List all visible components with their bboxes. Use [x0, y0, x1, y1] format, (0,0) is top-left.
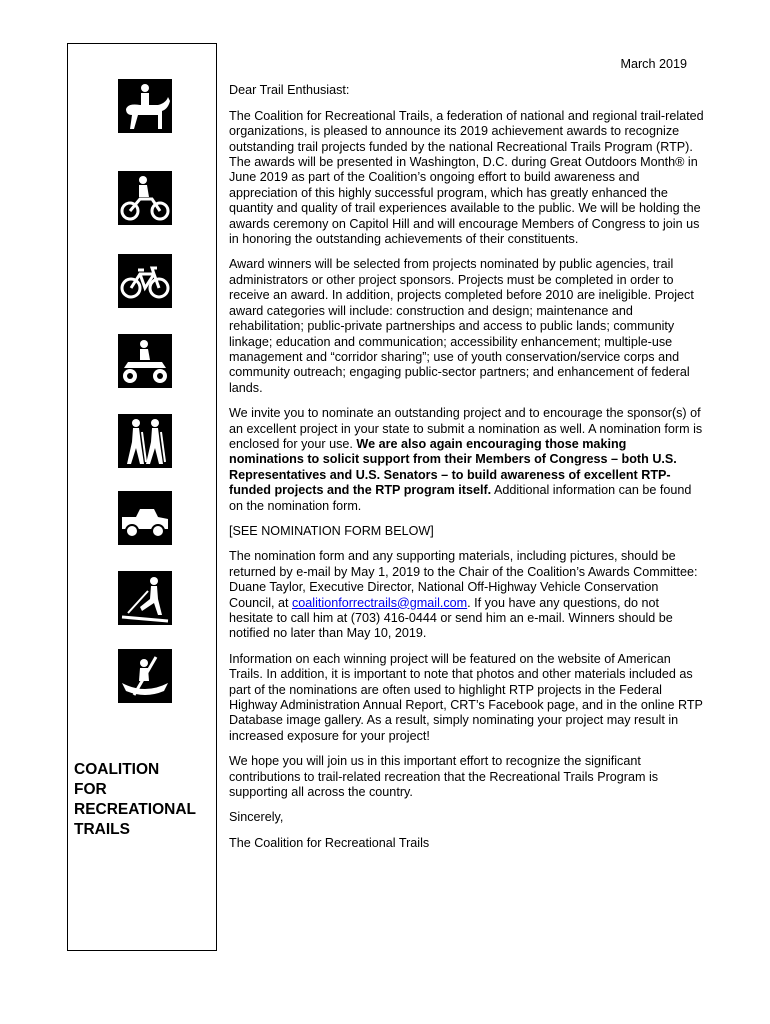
dirt-bike-icon [118, 171, 172, 225]
paragraph-text: We invite you to nominate an outstanding project and to encourage the sponsor(s) of an excellent project in your state to submit a nomination as well. A nomination form is enclosed for your use. [229, 406, 703, 451]
sidebar [67, 43, 217, 951]
paragraph-publicity: Information on each winning project will be featured on the website of American Trails. In addition, it is important to note that photos and other materials included as part of the nominations are often used to highlight RTP projects in the Federal Highway Administration Annual Report, CRT’s Facebook page, and in the online RTP Database image gallery. As a result, simply nominating your project may result in increased exposure for your project! [229, 651, 703, 743]
horseback-riding-icon [118, 79, 172, 133]
paragraph-text: Additional information can be found on the nomination form. [229, 483, 692, 513]
closing: Sincerely, [229, 810, 284, 825]
nomination-form-note: [SEE NOMINATION FORM BELOW] [229, 523, 434, 538]
paragraph-award-criteria: Award winners will be selected from projects nominated by public agencies, trail administrators or other project sponsors. Projects must be completed in order to receive an award. In addition, projects completed before 2010 are ineligible. Project award categories will include: construction and design; maintenance and rehabilitation; public-private partnerships and access to public lands; community linkage; education and communication; accessibility enhancement; multiple-use management and “corridor sharing”; use of youth conservation/service corps and community outreach; engaging public-sector partners; and enhancement of federal lands. [229, 257, 694, 395]
salutation: Dear Trail Enthusiast: [229, 83, 350, 98]
organization-name [74, 760, 196, 840]
letter-date: March 2019 [620, 57, 687, 71]
bicycle-icon [118, 254, 172, 308]
paragraph-text: The nomination form and any supporting materials, including pictures, should be returned by e-mail by May 1, 2019 to the Chair of the Coalition’s Awards Committee: Duane Taylor, Executive Director, National Off-Highway Vehicle Conservation Council, at [229, 549, 698, 610]
paragraph-emphasis: We are also again encouraging those making nominations to solicit support from their Members of Congress – both U.S. Representatives and U.S. Senators – to build awareness of excellent RTP-funded projects and the RTP program itself. [229, 436, 677, 498]
atv-icon [118, 334, 172, 388]
organization-name-line: COALITION [74, 761, 160, 778]
paragraph-submission [229, 549, 704, 641]
four-wheel-drive-icon [118, 491, 172, 545]
canoe-icon [118, 649, 172, 703]
cross-country-skiing-icon [118, 571, 172, 625]
organization-name-line: RECREATIONAL [74, 801, 196, 818]
letter-body [229, 57, 704, 861]
paragraph-intro: The Coalition for Recreational Trails, a federation of national and regional trail-related organizations, is pleased to announce its 2019 achievement awards to recognize outstanding trail projects funded by the national Recreational Trails Program (RTP). The awards will be presented in Washington, D.C. during Great Outdoors Month® in June 2019 as part of the Coalition’s ongoing effort to build awareness and appreciation of this highly successful program, which has greatly enhanced the quantity and quality of trail experiences available to the public. We will be holding the awards ceremony on Capitol Hill and will encourage Members of Congress to join us in honoring the outstanding achievements of their constituents. [229, 108, 704, 247]
paragraph-text: . If you have any questions, do not hesitate to call him at (703) 416-0444 or send him an e-mail. Winners should be notified no later than May 10, 2019. [229, 595, 673, 641]
email-link[interactable]: coalitionforrectrails@gmail.com [292, 595, 468, 610]
hiking-icon [118, 414, 172, 468]
organization-name-line: TRAILS [74, 821, 130, 838]
organization-name-line: FOR [74, 781, 107, 798]
paragraph-invitation [229, 406, 704, 514]
signature: The Coalition for Recreational Trails [229, 835, 430, 850]
paragraph-closing: We hope you will join us in this important effort to recognize the significant contributions to trail-related recreation that the Recreational Trails Program is supporting all across the country. [229, 754, 659, 800]
